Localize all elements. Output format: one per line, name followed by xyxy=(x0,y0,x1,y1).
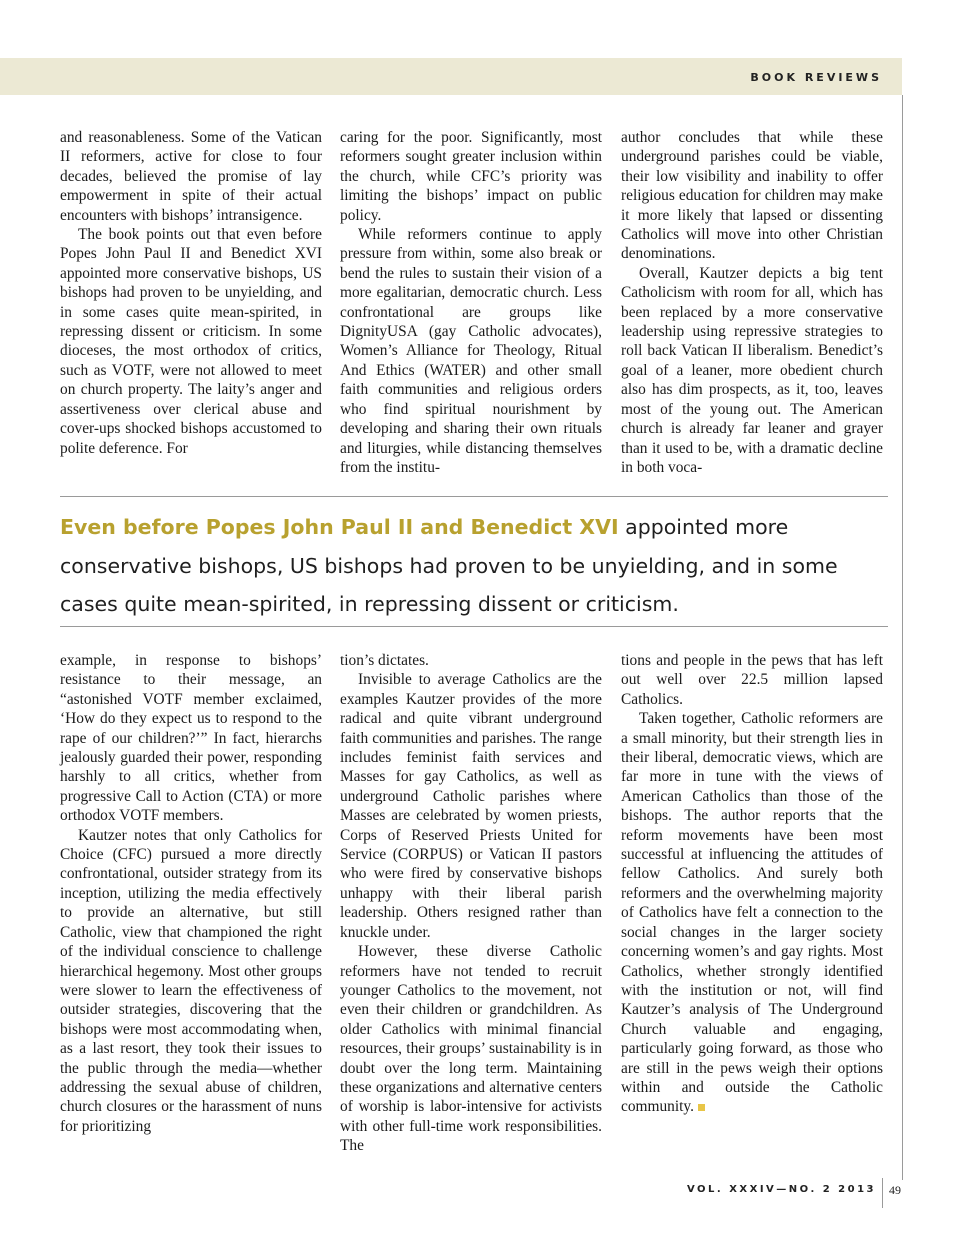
pullquote xyxy=(60,508,870,624)
footer-separator xyxy=(882,1178,883,1208)
paragraph: example, in response to bishops’ resistance to their message, an “astonished VOTF member exclaimed, ‘How do they expect us to respond to the rape of our children?’” In fact, hierarchs jealously guarded their power, responding harshly to all critics, whether from progressive Call to Action (CTA) or more orthodox VOTF members. xyxy=(60,652,322,825)
page-number: 49 xyxy=(889,1183,901,1197)
paragraph: and reasonableness. Some of the Vatican II reformers, active for close to four decades, believed the promise of lay empowerment in spite of their actual encounters with bishops’ intransigence. xyxy=(60,129,322,224)
page-footer xyxy=(0,1178,960,1208)
closing-paragraph-text: Taken together, Catholic reformers are a small minority, but their strength lies in their liberal, democratic views, which are far more in tune with the views of American Catholics than those of the bishops. The author reports that the reform movements have been most successful at influencing the attitudes of fellow Catholics. And surely both reformers and the overwhelming majority of Catholics have felt a connection to the social changes in the larger society concerning women’s and gay rights. Most Catholics, whether strongly identified with the institution or not, will find Kautzer’s analysis of The Underground Church valuable and engaging, particularly going forward, as those who are still in the pews weigh their options within and outside the Catholic community. xyxy=(621,710,883,1116)
paragraph: The book points out that even before Popes John Paul II and Benedict XVI appointed more conservative bishops, US bishops had proven to be unyielding, and in some cases quite mean-spirited, in repressing dissent or criticism. In some dioceses, the most orthodox of critics, such as VOTF, were not allowed to meet on church property. The laity’s anger and assertiveness over clerical abuse and cover-ups shocked bishops accustomed to polite deference. For xyxy=(60,226,322,457)
section-header-band xyxy=(0,58,902,95)
paragraph: Overall, Kautzer depicts a big tent Catholicism with room for all, which has been replaced by a more conservative leadership using repressive strategies to roll back Vatican II liberalism. Benedict’s goal of a leaner, more obedient church also has dim prospects, as it, too, leaves most of the young out. The American church is already far leaner and grayer than it used to be, with a dramatic decline in both voca- xyxy=(621,264,883,476)
bottom-column-1 xyxy=(60,651,322,1136)
paragraph: Invisible to average Catholics are the examples Kautzer provides of the more radical and quite vibrant underground faith communities and parishes. The range includes feminist faith services and Masses for gay Catholics, as well as underground Catholic parishes where Masses are celebrated by women priests, Corps of Reserved Priests United for Service (CORPUS) or Vatican II pastors who were fired by conservative bishops unhappy with their liberal parish leadership. Others resigned rather than knuckle under. xyxy=(340,671,602,941)
paragraph xyxy=(621,709,883,1117)
pullquote-rule-bottom xyxy=(60,626,888,627)
page-margin-rule xyxy=(902,95,903,1180)
bottom-column-3 xyxy=(621,651,883,1117)
pullquote-rule-top xyxy=(60,496,888,497)
paragraph: author concludes that while these underground parishes could be viable, their low visibility and inability to offer religious education for children may make it more likely that lapsed or dissenting Catholics will move into other Christian denominations. xyxy=(621,129,883,263)
paragraph: caring for the poor. Significantly, most reformers sought greater inclusion within the church, while CFC’s priority was limiting the bishops’ impact on public policy. xyxy=(340,129,602,224)
top-column-2 xyxy=(340,128,602,477)
paragraph: However, these diverse Catholic reformers have not tended to recruit younger Catholics to the movement, not even their children or grandchildren. As older Catholics with minimal financial resources, their groups’ sustainability is in doubt over the long term. Maintaining these organizations and alternative centers of worship is labor-intensive for activists with other full-time work responsibilities. The xyxy=(340,943,602,1155)
end-of-article-icon xyxy=(698,1104,705,1111)
paragraph: tion’s dictates. xyxy=(340,652,429,669)
issue-label: VOL. XXXIV—NO. 2 2013 xyxy=(686,1184,876,1195)
section-title: BOOK REVIEWS xyxy=(750,71,882,84)
paragraph: Kautzer notes that only Catholics for Choice (CFC) pursued a more directly confrontational, outsider strategy from its inception, utilizing the media effectively to provide an alternative, but still Catholic, view that championed the right of the individual conscience to challenge hierarchical hegemony. Most other groups were slower to learn the effectiveness of outsider strategies, discovering that the bishops were most accommodating when, as a last resort, they took their issues to the public through the media—whether addressing the sexual abuse of children, church closures or the harassment of nuns for prioritizing xyxy=(60,826,322,1135)
paragraph: While reformers continue to apply pressure from within, some also break or bend the rules to sustain their vision of a more egalitarian, democratic church. Less confrontational are groups like DignityUSA (gay Catholic advocates), Women’s Alliance for Theology, Ritual And Ethics (WATER) and other small faith communities and religious orders who find spiritual nourishment by developing and sharing their own rituals and liturgies, while distancing themselves from the institu- xyxy=(340,226,602,476)
pullquote-text: appointed more conservative bishops, US bishops had proven to be unyielding, and in some cases quite mean-spirited, in repressing dissent or criticism. xyxy=(60,515,838,616)
bottom-column-2 xyxy=(340,651,602,1156)
top-column-3 xyxy=(621,128,883,477)
paragraph: tions and people in the pews that has left out well over 22.5 million lapsed Catholics. xyxy=(621,652,883,708)
top-column-1 xyxy=(60,128,322,458)
pullquote-lead: Even before Popes John Paul II and Benedict XVI xyxy=(60,515,619,539)
